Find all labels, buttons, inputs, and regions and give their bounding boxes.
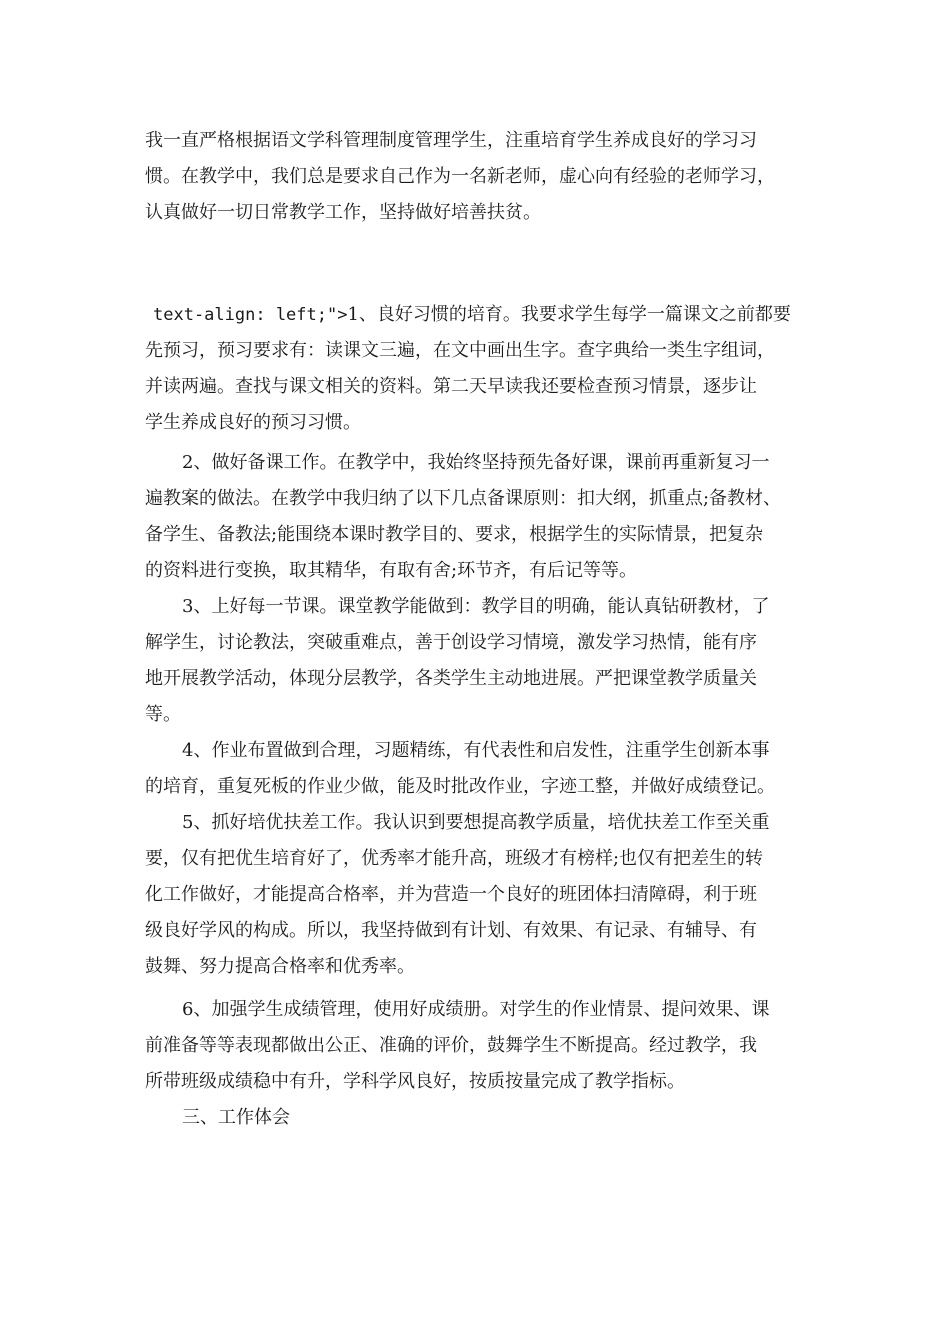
text-line: 我一直严格根据语文学科管理制度管理学生，注重培育学生养成良好的学习习 [145,130,757,151]
text-line: 6、加强学生成绩管理，使用好成绩册。对学生的作业情景、提问效果、课 [182,999,770,1020]
item-1-first-line [145,297,815,333]
text-line: 5、抓好培优扶差工作。我认识到要想提高教学质量，培优扶差工作至关重 [182,812,770,833]
text-line: 要，仅有把优生培育好了，优秀率才能升高，班级才有榜样;也仅有把差生的转 [145,848,764,869]
item-3-paragraph [145,589,815,733]
text-line: 遍教案的做法。在教学中我归纳了以下几点备课原则：扣大纲，抓重点;备教材、 [145,488,782,509]
text-line: 的培育，重复死板的作业少做，能及时批改作业，字迹工整，并做好成绩登记。 [145,776,775,797]
item-5-paragraph [145,805,815,985]
text-line: 1、良好习惯的培育。我要求学生每学一篇课文之前都要 [347,304,791,325]
stray-code-fragment: text-align: left;"> [153,305,348,325]
text-line: 解学生，讨论教法，突破重难点，善于创设学习情境，激发学习热情，能有序 [145,632,757,653]
text-line: 先预习，预习要求有：读课文三遍，在文中画出生字。查字典给一类生字组词， [145,340,775,361]
text-line: 鼓舞、努力提高合格率和优秀率。 [145,956,415,977]
section-3-heading-block [145,1100,815,1136]
item-2-paragraph [145,445,815,589]
intro-paragraph [145,123,815,231]
item-6-paragraph [145,992,815,1100]
text-line: 惯。在教学中，我们总是要求自己作为一名新老师，虚心向有经验的老师学习， [145,166,775,187]
text-line: 级良好学风的构成。所以，我坚持做到有计划、有效果、有记录、有辅导、有 [145,920,757,941]
text-line: 地开展教学活动，体现分层教学，各类学生主动地进展。严把课堂教学质量关 [145,668,757,689]
text-line: 认真做好一切日常教学工作，坚持做好培善扶贫。 [145,202,541,223]
text-line: 等。 [145,704,181,725]
text-line: 所带班级成绩稳中有升，学科学风良好，按质按量完成了教学指标。 [145,1071,685,1092]
text-line: 学生养成良好的预习习惯。 [145,412,361,433]
section-heading: 三、工作体会 [182,1107,290,1128]
text-line: 备学生、备教法;能围绕本课时教学目的、要求，根据学生的实际情景，把复杂 [145,524,764,545]
text-line: 的资料进行变换，取其精华，有取有舍;环节齐，有后记等等。 [145,560,638,581]
text-line: 3、上好每一节课。课堂教学能做到：教学目的明确，能认真钻研教材，了 [182,596,770,617]
item-1-paragraph [145,297,815,441]
text-line: 前准备等等表现都做出公正、准确的评价，鼓舞学生不断提高。经过教学，我 [145,1035,757,1056]
text-line: 2、做好备课工作。在教学中，我始终坚持预先备好课，课前再重新复习一 [182,452,770,473]
item-4-paragraph [145,733,815,805]
text-line: 4、作业布置做到合理，习题精练，有代表性和启发性，注重学生创新本事 [182,740,770,761]
text-line: 并读两遍。查找与课文相关的资料。第二天早读我还要检查预习情景，逐步让 [145,376,757,397]
text-line: 化工作做好，才能提高合格率，并为营造一个良好的班团体扫清障碍，利于班 [145,884,757,905]
